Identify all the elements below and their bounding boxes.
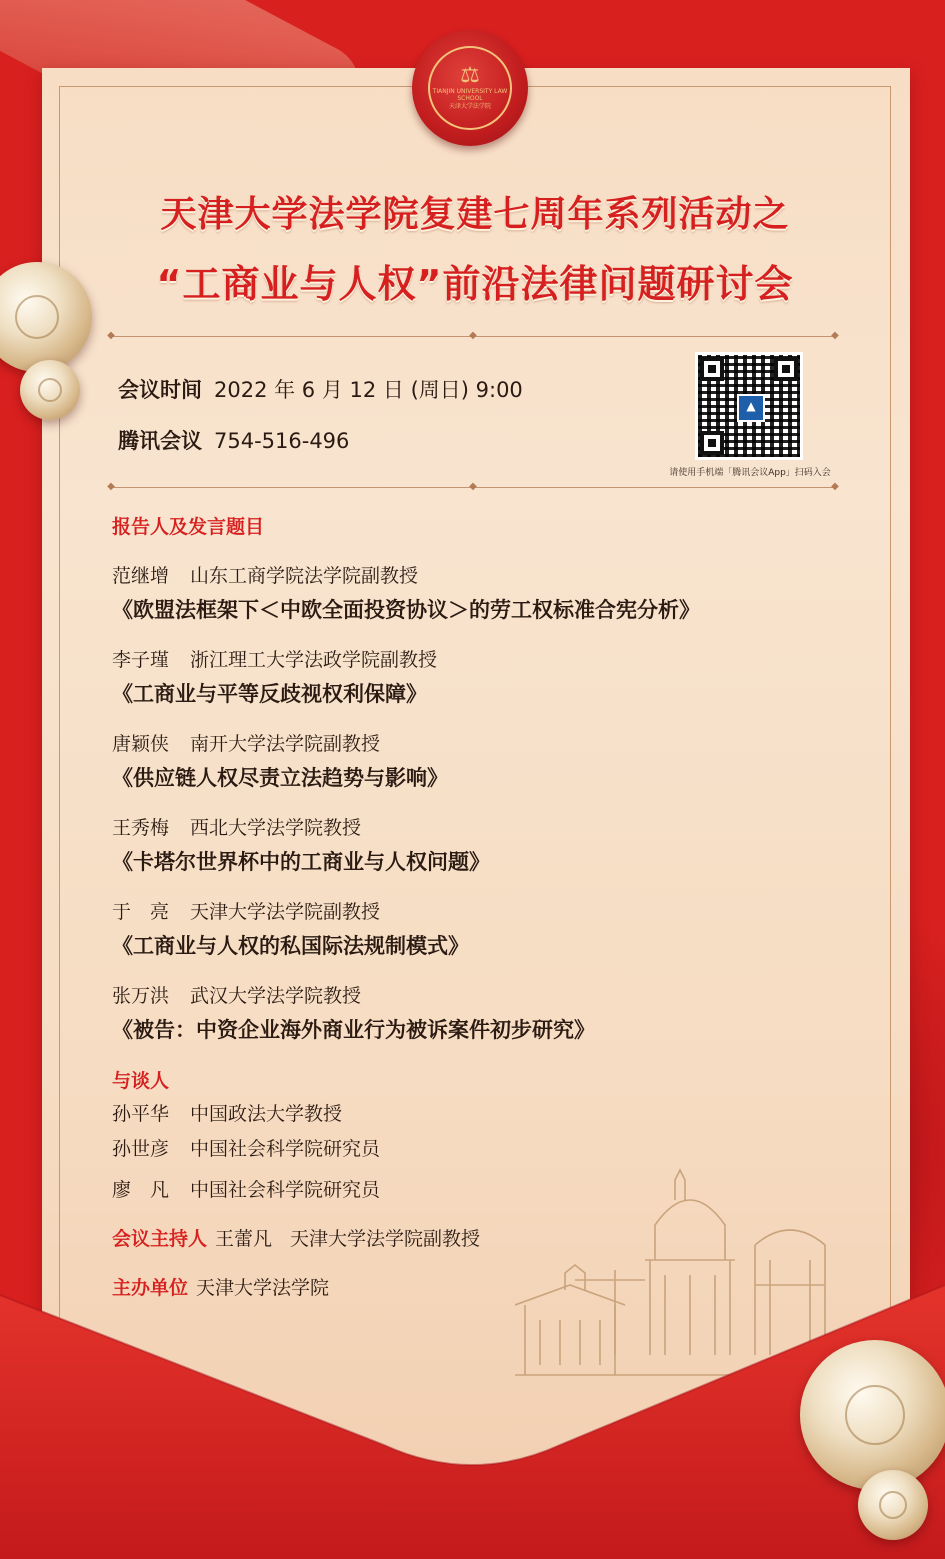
panelist-affiliation: 中国社会科学院研究员 [190,1179,381,1201]
speaker-affiliation: 山东工商学院法学院副教授 [190,565,419,587]
qr-finder [774,357,798,381]
meeting-time-label: 会议时间 [118,378,202,402]
host-name: 王蕾凡 [215,1228,273,1250]
speaker-row [112,729,380,756]
qr-caption: 请使用手机端「腾讯会议App」扫码入会 [669,468,831,478]
law-school-seal [412,30,528,146]
seal-text-en: TIANJIN UNIVERSITY LAW SCHOOL [432,88,508,102]
meeting-time-value: 2022 年 6 月 12 日 (周日) 9:00 [214,378,523,402]
panelist-name: 廖 凡 [112,1179,170,1201]
meeting-qr-code[interactable] [695,352,803,460]
tencent-meeting-id: 754-516-496 [214,429,350,453]
speaker-row [112,897,380,924]
tencent-meeting [118,425,349,455]
tencent-meeting-logo-icon: ▲ [737,394,765,422]
panelist-affiliation: 中国社会科学院研究员 [190,1138,381,1160]
speaker-row [112,561,418,588]
divider-top [107,330,839,341]
diamond-icon: ◆ [469,330,477,341]
divider-middle [107,481,839,492]
host-row [112,1224,480,1251]
diamond-icon: ◆ [831,481,839,492]
speaker-row [112,981,361,1008]
speaker-row [112,645,437,672]
organizer-value: 天津大学法学院 [196,1277,330,1299]
speaker-topic: 《欧盟法框架下＜中欧全面投资协议＞的劳工权标准合宪分析》 [112,598,700,622]
panelists-heading: 与谈人 [112,1070,170,1092]
meeting-time [118,374,523,404]
speaker-topic: 《供应链人权尽责立法趋势与影响》 [112,766,448,790]
poster-title-line2: “工商业与人权”前沿法律问题研讨会 [156,262,794,306]
diamond-icon: ◆ [107,481,115,492]
organizer-label: 主办单位 [112,1277,189,1299]
speaker-topic: 《卡塔尔世界杯中的工商业与人权问题》 [112,850,490,874]
speaker-row [112,813,361,840]
speaker-affiliation: 浙江理工大学法政学院副教授 [190,649,438,671]
panelist-affiliation: 中国政法大学教授 [190,1103,343,1125]
scales-icon: ⚖ [460,63,480,89]
diamond-icon: ◆ [831,330,839,341]
speaker-topic: 《被告：中资企业海外商业行为被诉案件初步研究》 [112,1018,595,1042]
panelist-row [112,1099,342,1126]
panelist-name: 孙世彦 [112,1138,170,1160]
speaker-name: 王秀梅 [112,817,170,839]
panelist-row [112,1175,380,1202]
diamond-icon: ◆ [107,330,115,341]
panelist-row [112,1134,380,1161]
speaker-affiliation: 南开大学法学院副教授 [190,733,381,755]
speaker-name: 张万洪 [112,985,170,1007]
speaker-affiliation: 武汉大学法学院教授 [190,985,362,1007]
speaker-topic: 《工商业与人权的私国际法规制模式》 [112,934,469,958]
speaker-name: 于 亮 [112,901,170,923]
tencent-meeting-label: 腾讯会议 [118,429,202,453]
rose-decoration [800,1340,945,1490]
seal-text-cn: 天津大学法学院 [448,103,491,111]
speaker-topic: 《工商业与平等反歧视权利保障》 [112,682,427,706]
speaker-name: 唐颖侠 [112,733,170,755]
seal-ring [428,46,512,130]
host-affiliation: 天津大学法学院副教授 [290,1228,481,1250]
diamond-icon: ◆ [469,481,477,492]
speaker-name: 李子瑾 [112,649,170,671]
speaker-affiliation: 天津大学法学院副教授 [190,901,381,923]
rose-decoration [858,1470,928,1540]
poster-title-line1: 天津大学法学院复建七周年系列活动之 [160,194,790,235]
speakers-heading: 报告人及发言题目 [112,516,265,538]
speaker-name: 范继增 [112,565,170,587]
panelist-name: 孙平华 [112,1103,170,1125]
rose-decoration [20,360,80,420]
speaker-affiliation: 西北大学法学院教授 [190,817,362,839]
qr-finder [700,431,724,455]
host-label: 会议主持人 [112,1228,208,1250]
qr-finder [700,357,724,381]
